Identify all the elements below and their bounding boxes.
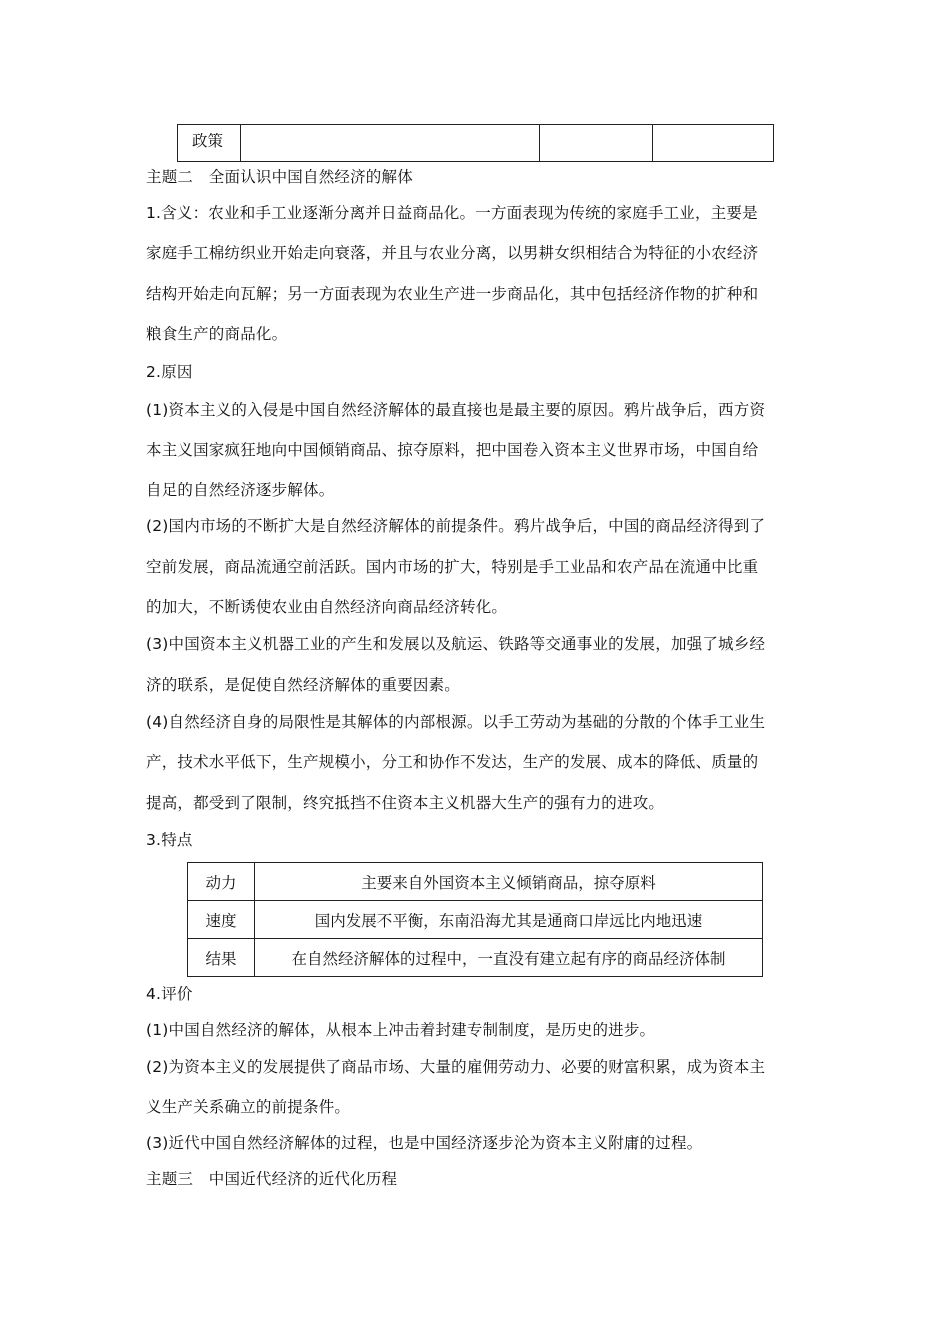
empty-cell <box>539 125 653 162</box>
feature-value: 国内发展不平衡，东南沿海尤其是通商口岸远比内地迅速 <box>255 901 763 939</box>
section-heading: 主题二 全面认识中国自然经济的解体 <box>146 168 413 186</box>
table-row <box>188 939 763 977</box>
text-line: (1)中国自然经济的解体，从根本上冲击着封建专制制度，是历史的进步。 <box>146 1021 656 1039</box>
text-line: 的加大，不断诱使农业由自然经济向商品经济转化。 <box>146 598 508 616</box>
empty-cell <box>653 125 774 162</box>
text-line: (3)近代中国自然经济解体的过程，也是中国经济逐步沦为资本主义附庸的过程。 <box>146 1134 703 1152</box>
text-line: 本主义国家疯狂地向中国倾销商品、掠夺原料，把中国卷入资本主义世界市场，中国自给 <box>146 441 759 459</box>
empty-cell <box>240 125 539 162</box>
features-table <box>187 862 763 977</box>
text-line: 1.含义：农业和手工业逐渐分离并日益商品化。一方面表现为传统的家庭手工业，主要是 <box>146 204 758 222</box>
subheading: 2.原因 <box>146 363 193 381</box>
text-line: 提高，都受到了限制，终究抵挡不住资本主义机器大生产的强有力的进攻。 <box>146 794 665 812</box>
feature-key: 速度 <box>188 901 255 939</box>
text-line: 自足的自然经济逐步解体。 <box>146 481 335 499</box>
subheading: 3.特点 <box>146 831 193 849</box>
feature-value: 在自然经济解体的过程中，一直没有建立起有序的商品经济体制 <box>255 939 763 977</box>
feature-value: 主要来自外国资本主义倾销商品，掠夺原料 <box>255 863 763 901</box>
subheading: 4.评价 <box>146 985 193 1003</box>
text-line: 空前发展，商品流通空前活跃。国内市场的扩大，特别是手工业品和农产品在流通中比重 <box>146 558 759 576</box>
policy-table <box>177 124 774 162</box>
text-line: 济的联系，是促使自然经济解体的重要因素。 <box>146 676 461 694</box>
policy-label-cell: 政策 <box>178 125 241 162</box>
table-row <box>178 125 774 162</box>
text-line: 结构开始走向瓦解；另一方面表现为农业生产进一步商品化，其中包括经济作物的扩种和 <box>146 285 759 303</box>
text-line: (1)资本主义的入侵是中国自然经济解体的最直接也是最主要的原因。鸦片战争后，西方资 <box>146 401 766 419</box>
text-line: 产，技术水平低下，生产规模小，分工和协作不发达，生产的发展、成本的降低、质量的 <box>146 753 759 771</box>
text-line: (2)为资本主义的发展提供了商品市场、大量的雇佣劳动力、必要的财富积累，成为资本主 <box>146 1058 766 1076</box>
section-heading: 主题三 中国近代经济的近代化历程 <box>146 1170 398 1188</box>
text-line: (2)国内市场的不断扩大是自然经济解体的前提条件。鸦片战争后，中国的商品经济得到了 <box>146 517 766 535</box>
feature-key: 动力 <box>188 863 255 901</box>
text-line: (4)自然经济自身的局限性是其解体的内部根源。以手工劳动为基础的分散的个体手工业生 <box>146 713 766 731</box>
text-line: 粮食生产的商品化。 <box>146 325 288 343</box>
text-line: 义生产关系确立的前提条件。 <box>146 1098 351 1116</box>
feature-key: 结果 <box>188 939 255 977</box>
table-row <box>188 863 763 901</box>
text-line: 家庭手工棉纺织业开始走向衰落，并且与农业分离，以男耕女织相结合为特征的小农经济 <box>146 244 759 262</box>
table-row <box>188 901 763 939</box>
text-line: (3)中国资本主义机器工业的产生和发展以及航运、铁路等交通事业的发展，加强了城乡经 <box>146 635 766 653</box>
